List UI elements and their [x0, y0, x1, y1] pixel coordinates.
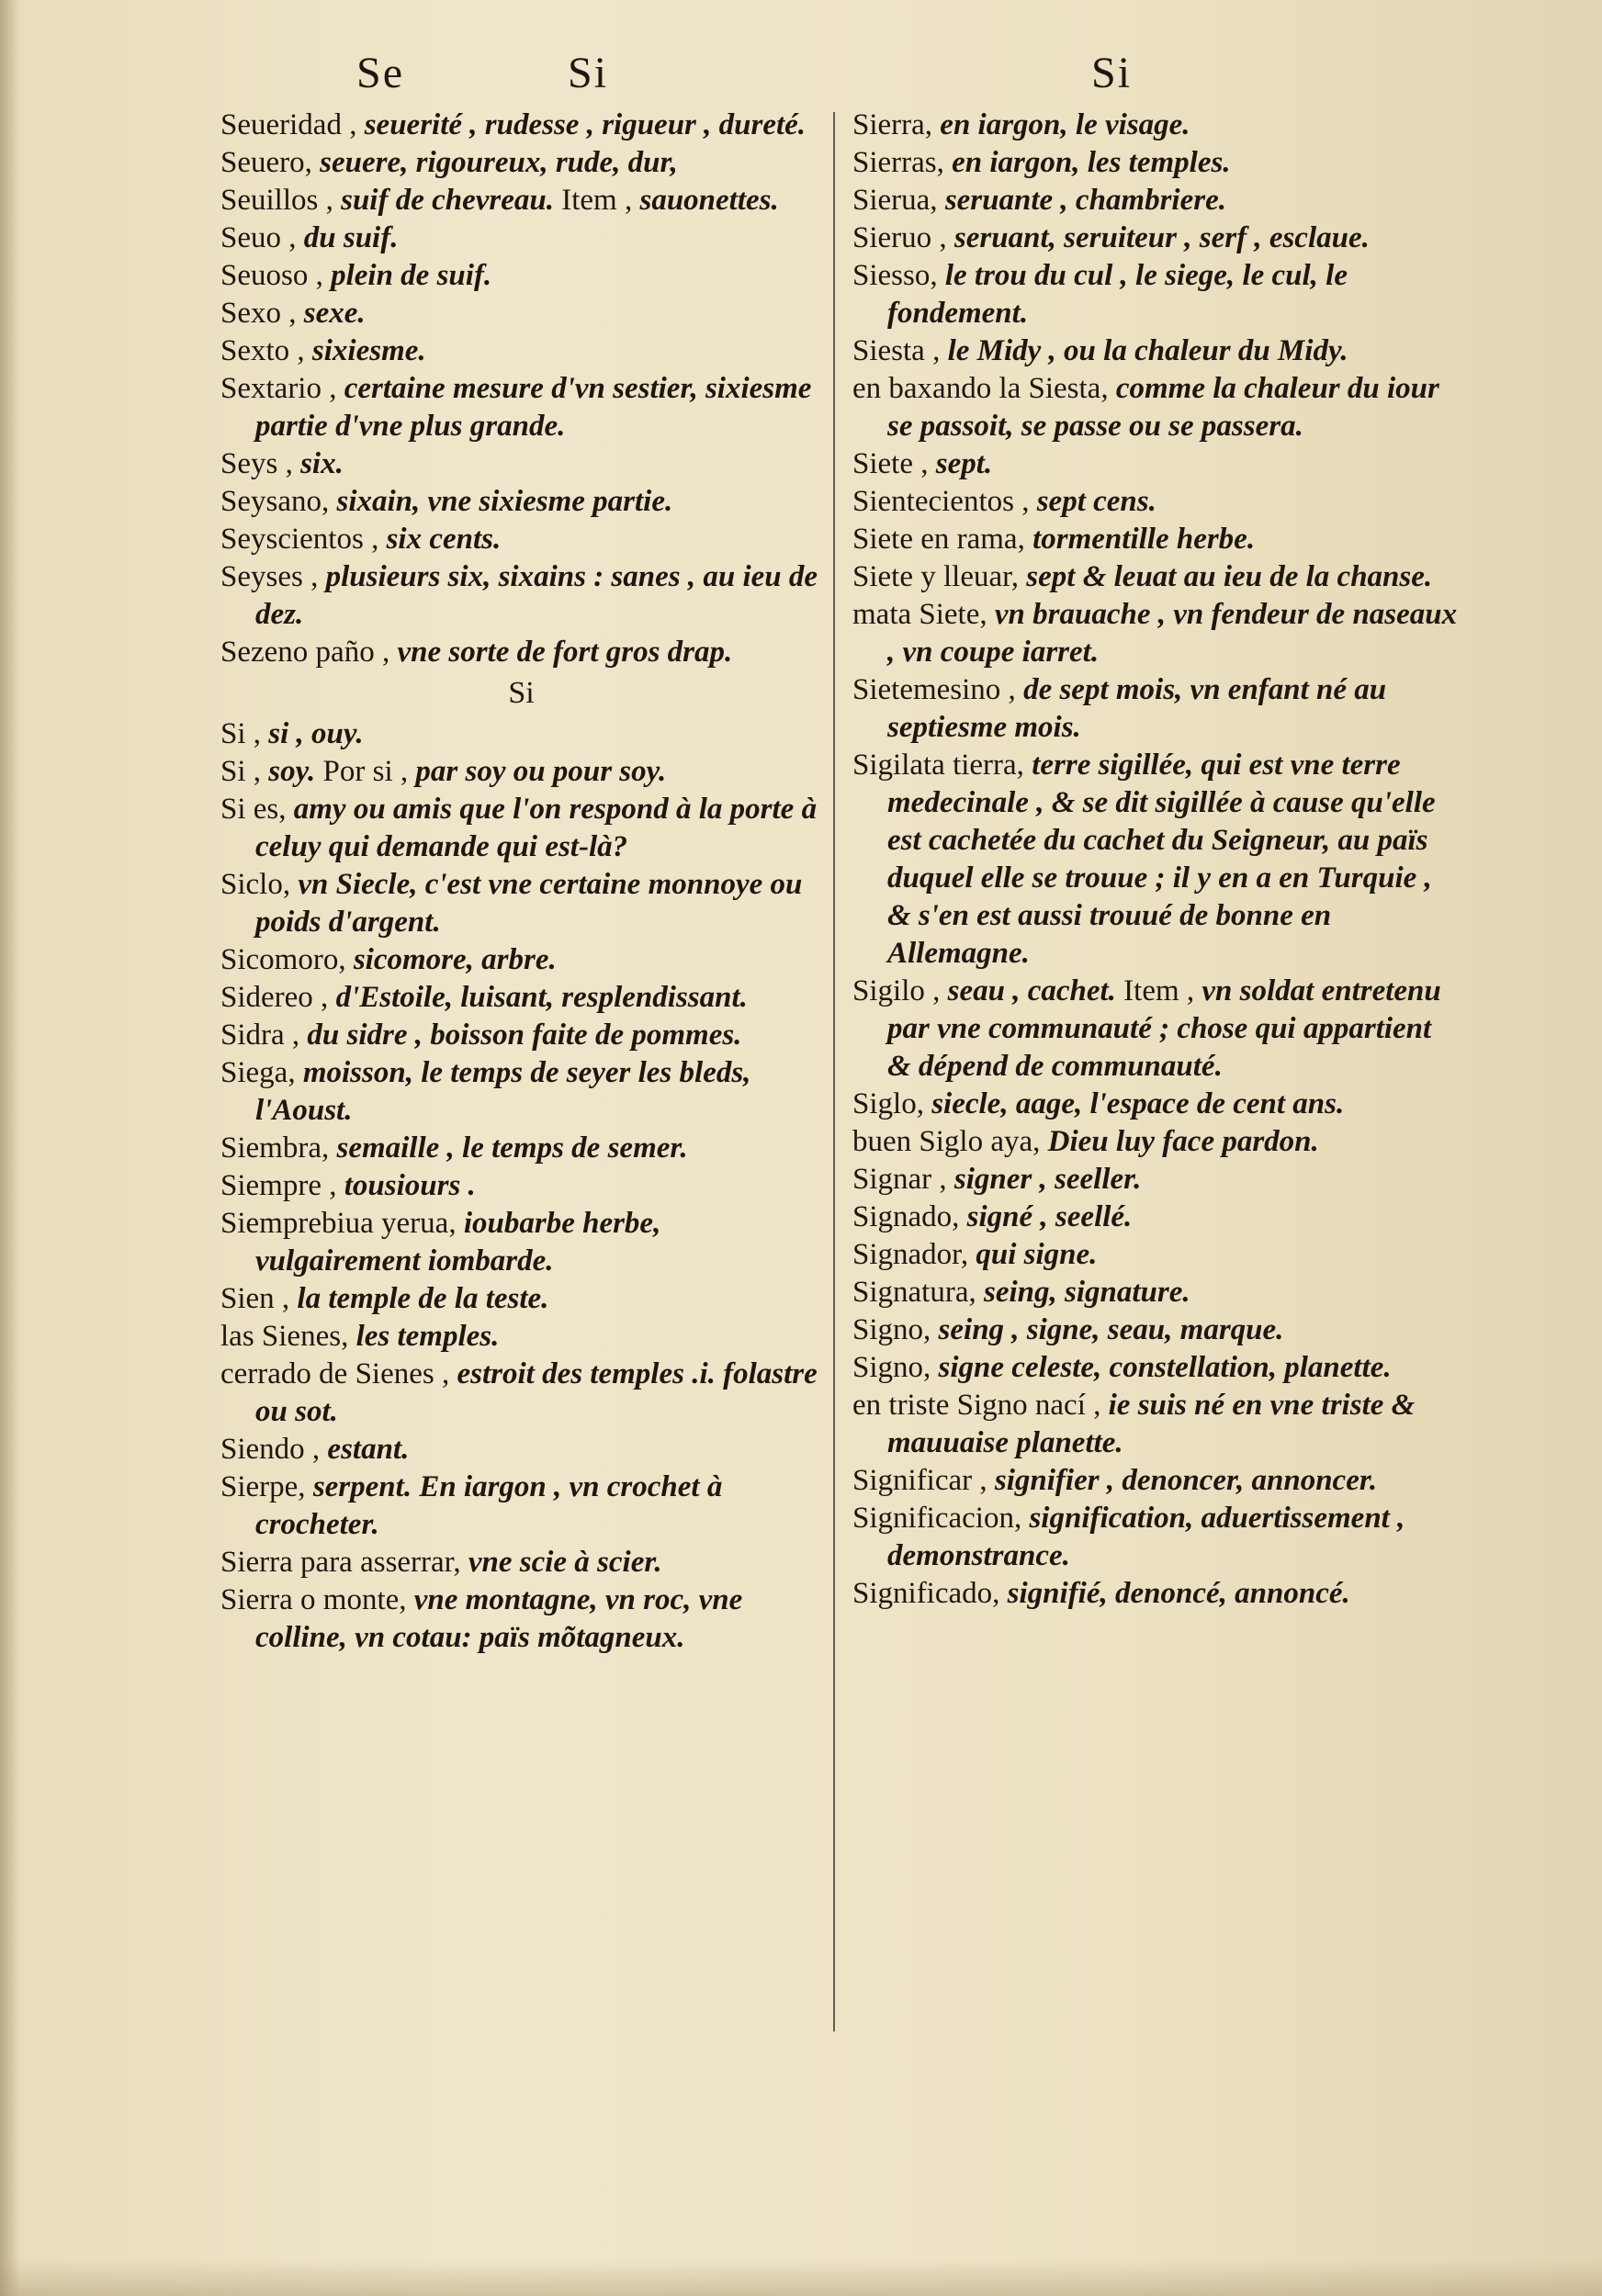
dictionary-entry [220, 1581, 822, 1657]
dictionary-entry [852, 521, 1459, 558]
definition: comme la chaleur du iour se passoit, se passe ou se passera. [887, 372, 1439, 443]
definition: signification, aduertissement , demonstrance. [887, 1502, 1405, 1572]
definition: de sept mois, vn enfant né au septiesme mois. [887, 673, 1387, 744]
definition: six cents. [378, 523, 502, 556]
dictionary-entry [852, 182, 1459, 219]
definition: sept cens. [1029, 485, 1156, 518]
definition: moisson, le temps de seyer les bleds, l'Aoust. [255, 1056, 751, 1127]
headword: Siete en rama, [852, 523, 1025, 556]
headword: Sierra, [852, 108, 933, 141]
definition: certaine mesure d'vn sestier, sixiesme partie d'vne plus grande. [255, 372, 812, 443]
section-heading: Si [508, 676, 535, 710]
headword: Signar , [852, 1163, 947, 1196]
definition: la temple de la teste. [289, 1282, 549, 1315]
dictionary-entry [852, 257, 1459, 332]
headword: Sietemesino , [852, 673, 1016, 706]
dictionary-entry [220, 1167, 822, 1205]
headword: Sien , [220, 1282, 290, 1315]
definition: signifier , denoncer, annoncer. [987, 1464, 1378, 1497]
definition: signifié, denoncé, annoncé. [999, 1577, 1350, 1610]
headword: Siega, [220, 1056, 296, 1089]
definition: sixiesme. [304, 334, 426, 367]
definition: six. [292, 447, 344, 480]
definition: estroit des temples .i. folastre ou sot. [255, 1357, 818, 1428]
header-center: Si [568, 49, 609, 97]
dictionary-entry [852, 1161, 1459, 1199]
dictionary-entry [220, 715, 822, 753]
headword: Si , [220, 755, 262, 788]
definition: vn soldat entretenu par vne communauté ; chose qui appartient & dépend de communauté. [887, 974, 1441, 1083]
dictionary-entry [852, 1387, 1459, 1462]
definition: seruante , chambriere. [937, 184, 1226, 217]
headword: Sezeno paño , [220, 636, 390, 669]
headword: Seuero, [220, 146, 312, 179]
headword: Siclo, [220, 868, 291, 901]
definition: Dieu luy face pardon. [1040, 1125, 1319, 1158]
headword: Seysano, [220, 485, 330, 518]
dictionary-entry [852, 1500, 1459, 1575]
headword: Sierras, [852, 146, 944, 179]
column-divider [833, 112, 835, 2032]
definition: du suif. [296, 221, 399, 254]
headword: Significacion, [852, 1502, 1022, 1535]
dictionary-entry [852, 973, 1459, 1086]
headword: Siempre , [220, 1169, 337, 1202]
dictionary-entry [220, 1205, 822, 1280]
headword: Signatura, [852, 1276, 976, 1309]
definition: tousiours . [336, 1169, 476, 1202]
headword: Seys , [220, 447, 293, 480]
definition: seuere, rigoureux, rude, dur, [311, 146, 678, 179]
definition: ioubarbe herbe, vulgairement iombarde. [255, 1207, 661, 1277]
dictionary-entry [852, 219, 1459, 257]
dictionary-entry [220, 257, 822, 295]
definition: siecle, aage, l'espace de cent ans. [923, 1087, 1345, 1120]
definition: estant. [320, 1433, 410, 1466]
definition: amy ou amis que l'on respond à la porte à celuy qui demande qui est-là? [255, 793, 818, 863]
definition: vne scie à scier. [460, 1546, 662, 1579]
dictionary-entry [852, 1199, 1459, 1236]
headword: Sidra , [220, 1019, 300, 1052]
dictionary-entry [220, 791, 822, 866]
definition: les temples. [348, 1320, 500, 1353]
headword: Sierra o monte, [220, 1583, 407, 1616]
definition: seruant, seruiteur , serf , esclaue. [946, 221, 1370, 254]
headword: buen Siglo aya, [852, 1125, 1041, 1158]
dictionary-entry [220, 941, 822, 979]
definition: sicomore, arbre. [345, 943, 557, 976]
headword: Sierua, [852, 184, 938, 217]
dictionary-entry [220, 1318, 822, 1356]
dictionary-entry [852, 445, 1459, 483]
headword: Sicomoro, [220, 943, 346, 976]
definition: signe celeste, constellation, planette. [931, 1351, 1392, 1384]
dictionary-entry [852, 107, 1459, 144]
definition: qui signe. [968, 1238, 1098, 1271]
headword: Signado, [852, 1200, 960, 1233]
dictionary-entry [852, 332, 1459, 370]
dictionary-entry [220, 1054, 822, 1130]
definition: si , ouy. [261, 717, 364, 750]
headword: Seyscientos , [220, 523, 379, 556]
dictionary-entry [220, 144, 822, 182]
binding-shadow [0, 0, 20, 2296]
dictionary-entry [220, 1017, 822, 1054]
definition: plusieurs six, sixains : sanes , au ieu de dez. [255, 560, 818, 631]
definition: semaille , le temps de semer. [329, 1131, 688, 1165]
definition: sauonettes. [632, 184, 779, 217]
dictionary-entry [852, 483, 1459, 521]
headword: Si , [220, 717, 262, 750]
definition: en iargon, le visage. [932, 108, 1190, 141]
headword: Siemprebiua yerua, [220, 1207, 457, 1240]
headword: Si es, [220, 793, 287, 826]
dictionary-entry [220, 445, 822, 483]
headword: Signo, [852, 1351, 931, 1384]
headword: Seuillos , [220, 184, 333, 217]
headword: Sextario , [220, 372, 337, 405]
headword: en baxando la Siesta, [852, 372, 1109, 405]
headword: Signo, [852, 1313, 931, 1346]
header-right: Si [1091, 49, 1133, 97]
dictionary-entry [852, 1311, 1459, 1349]
dictionary-entry [852, 596, 1459, 671]
headword: Signador, [852, 1238, 969, 1271]
headword: las Sienes, [220, 1320, 349, 1353]
dictionary-entry [852, 370, 1459, 445]
headword: Sexo , [220, 297, 297, 330]
headword: Siembra, [220, 1131, 330, 1165]
dictionary-entry [220, 295, 822, 332]
definition: le trou du cul , le siege, le cul, le fondement. [887, 259, 1348, 330]
headword: Siesta , [852, 334, 941, 367]
dictionary-entry [220, 107, 822, 144]
dictionary-entry [852, 1123, 1459, 1161]
headword: Sierra para asserrar, [220, 1546, 461, 1579]
dictionary-entry [852, 558, 1459, 596]
definition: soy. [261, 755, 316, 788]
dictionary-entry [220, 521, 822, 558]
dictionary-entry [852, 1086, 1459, 1123]
left-column [220, 107, 822, 1657]
headword: Sigilo , [852, 974, 941, 1007]
headword: Seuo , [220, 221, 297, 254]
definition: sept. [928, 447, 993, 480]
definition: seing , signe, seau, marque. [931, 1313, 1284, 1346]
definition: sixain, vne sixiesme partie. [329, 485, 673, 518]
definition: seing, signature. [976, 1276, 1190, 1309]
definition: vne montagne, vn roc, vne colline, vn cotau: païs mõtagneux. [255, 1583, 743, 1654]
headword: Siesso, [852, 259, 938, 292]
headword: Significado, [852, 1577, 1000, 1610]
dictionary-entry [220, 634, 822, 671]
dictionary-entry [220, 558, 822, 634]
dictionary-entry [220, 1544, 822, 1581]
headword: Siete , [852, 447, 929, 480]
definition: signer , seeller. [946, 1163, 1142, 1196]
headword: Siendo , [220, 1433, 321, 1466]
dictionary-entry [852, 1274, 1459, 1311]
definition: seuerité , rudesse , rigueur , dureté. [356, 108, 807, 141]
definition: ie suis né en vne triste & mauuaise planette. [887, 1389, 1416, 1459]
dictionary-entry [220, 1431, 822, 1469]
definition: vn brauache , vn fendeur de naseaux , vn coupe iarret. [887, 598, 1458, 669]
headword: en triste Signo nací , [852, 1389, 1101, 1422]
dictionary-entry [852, 671, 1459, 747]
running-header [0, 48, 1602, 107]
page-edge-shadow [0, 2259, 1602, 2296]
dictionary-entry [220, 219, 822, 257]
headword: Sexto , [220, 334, 305, 367]
definition: vne sorte de fort gros drap. [389, 636, 733, 669]
headword: Seuoso , [220, 259, 323, 292]
dictionary-entry [220, 1356, 822, 1431]
headword: Sientecientos , [852, 485, 1030, 518]
dictionary-entry [220, 979, 822, 1017]
dictionary-entry [852, 1236, 1459, 1274]
dictionary-entry [220, 753, 822, 791]
headword: Siete y lleuar, [852, 560, 1020, 593]
headword: Sigilata tierra, [852, 748, 1024, 782]
dictionary-entry [852, 1349, 1459, 1387]
dictionary-entry [220, 332, 822, 370]
dictionary-entry [220, 1280, 822, 1318]
headword: Sierpe, [220, 1470, 306, 1503]
definition: seau , cachet. [940, 974, 1116, 1007]
headword: Item , [554, 184, 633, 217]
definition: d'Estoile, luisant, resplendissant. [328, 981, 748, 1014]
headword: Siglo, [852, 1087, 924, 1120]
headword: Item , [1115, 974, 1195, 1007]
headword: cerrado de Sienes , [220, 1357, 450, 1390]
definition: signé , seellé. [959, 1200, 1133, 1233]
dictionary-entry [220, 1130, 822, 1167]
dictionary-entry [852, 1575, 1459, 1613]
headword: mata Siete, [852, 598, 987, 631]
definition: du sidre , boisson faite de pommes. [299, 1019, 742, 1052]
dictionary-entry [220, 866, 822, 941]
dictionary-entry [220, 370, 822, 445]
definition: tormentille herbe. [1024, 523, 1256, 556]
dictionary-entry [852, 144, 1459, 182]
definition: terre sigillée, qui est vne terre medecinale , & se dit sigillée à cause qu'elle est cachetée du cachet du Seigneur, au païs duquel elle se trouue ; il y en a en Turquie , & s'en est aussi trouué de bonne en Allemagne. [887, 748, 1436, 970]
dictionary-entry [852, 747, 1459, 973]
definition: suif de chevreau. [333, 184, 554, 217]
definition: le Midy , ou la chaleur du Midy. [940, 334, 1348, 367]
headword: Por si , [315, 755, 409, 788]
definition: sept & leuat au ieu de la chanse. [1019, 560, 1433, 593]
headword: Seueridad , [220, 108, 357, 141]
dictionary-entry [852, 1462, 1459, 1500]
headword: Sieruo , [852, 221, 947, 254]
headword: Sidereo , [220, 981, 329, 1014]
headword: Significar , [852, 1464, 987, 1497]
definition: serpent. En iargon , vn crochet à crocheter. [255, 1470, 723, 1541]
definition: vn Siecle, c'est vne certaine monnoye ou poids d'argent. [255, 868, 803, 939]
definition: par soy ou pour soy. [408, 755, 667, 788]
definition: sexe. [296, 297, 366, 330]
dictionary-entry [220, 1469, 822, 1544]
headword: Seyses , [220, 560, 319, 593]
dictionary-entry [220, 182, 822, 219]
right-column [852, 107, 1459, 1613]
header-left: Se [356, 49, 404, 97]
definition: plein de suif. [322, 259, 492, 292]
definition: en iargon, les temples. [943, 146, 1231, 179]
dictionary-entry [220, 483, 822, 521]
